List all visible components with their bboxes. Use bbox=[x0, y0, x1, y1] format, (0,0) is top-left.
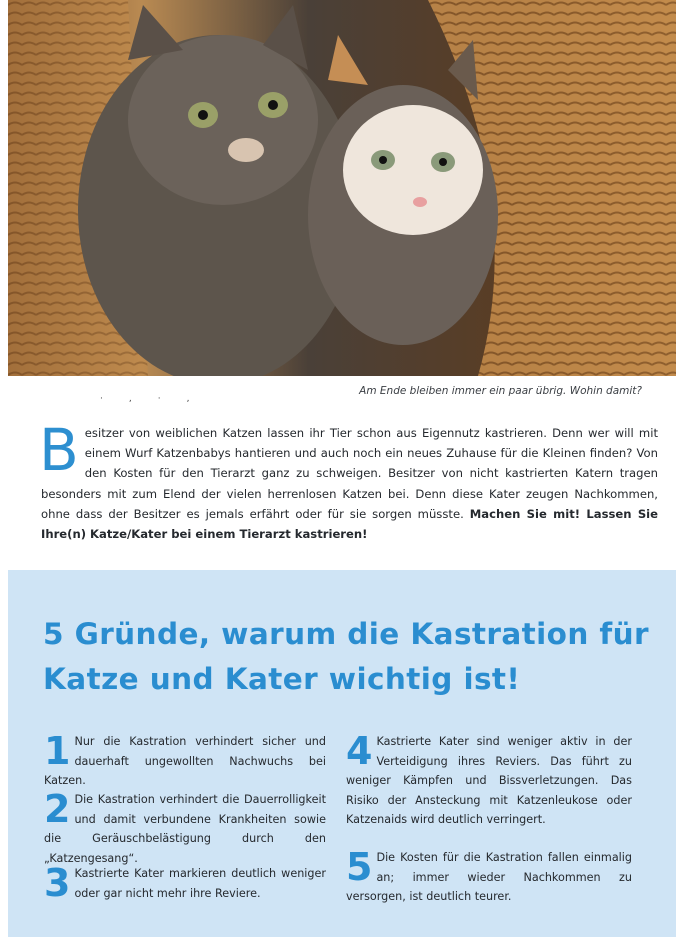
reason-1 bbox=[44, 729, 326, 791]
reason-3 bbox=[44, 861, 326, 905]
reason-2 bbox=[44, 787, 326, 868]
reason-text: Die Kosten für die Kastration fallen einmalig an; immer wieder Nachkommen zu versorgen, ist deutlich teurer. bbox=[346, 851, 632, 903]
kittens-photo bbox=[8, 0, 676, 376]
reason-5 bbox=[346, 845, 632, 907]
reason-number: 4 bbox=[346, 729, 373, 773]
reason-number: 3 bbox=[44, 861, 71, 905]
intro-call-to-action: Machen Sie mit! Lassen Sie Ihre(n) Katze/Kater bei einem Tierarzt kastrieren! bbox=[41, 506, 659, 542]
intro-paragraph bbox=[39, 416, 659, 544]
reason-4 bbox=[346, 729, 632, 830]
photo-caption: Am Ende bleiben immer ein paar übrig. Wohin damit? bbox=[359, 385, 642, 397]
reason-text: Kastrierte Kater markieren deutlich weniger oder gar nicht mehr ihre Reviere. bbox=[74, 867, 326, 900]
reasons-headline: 5 Gründe, warum die Kastration für Katze und Kater wichtig ist! bbox=[43, 617, 650, 696]
intro-text: esitzer von weiblichen Katzen lassen ihr Tier schon aus Eigennutz kastrieren. Denn wer will mit einem Wurf Katzenbabys hantieren und auch noch ein neues Zuhause für die Kleinen finden? Von den Kosten für den Tierarzt ganz zu schweigen. Besitzer von nicht kastrierten Katern tragen besonders mit zum Elend der vielen herrenlosen Katzen bei. Denn diese Kater zeugen Nachkommen, ohne dass der Besitzer es jemals erfährt oder für sie sorgen müsste. bbox=[41, 426, 658, 521]
drop-cap: B bbox=[39, 416, 79, 484]
reason-text: Die Kastration verhindert die Dauerrolligkeit und damit verbundene Krankheiten sowie die Geräuschbelästigung durch den „Katzengesang“. bbox=[44, 793, 326, 865]
scan-specks: ·,·, bbox=[100, 394, 216, 404]
reason-number: 5 bbox=[346, 845, 373, 889]
reason-text: Kastrierte Kater sind weniger aktiv in der Verteidigung ihres Reviers. Das führt zu weniger Kämpfen und Bissverletzungen. Das Risiko der Ansteckung mit Katzenleukose oder Katzenaids wird deutlich verringert. bbox=[346, 735, 632, 826]
reason-text: Nur die Kastration verhindert sicher und dauerhaft ungewollten Nachwuchs bei Katzen. bbox=[44, 735, 326, 787]
reason-number: 2 bbox=[44, 787, 71, 831]
reason-number: 1 bbox=[44, 729, 71, 773]
